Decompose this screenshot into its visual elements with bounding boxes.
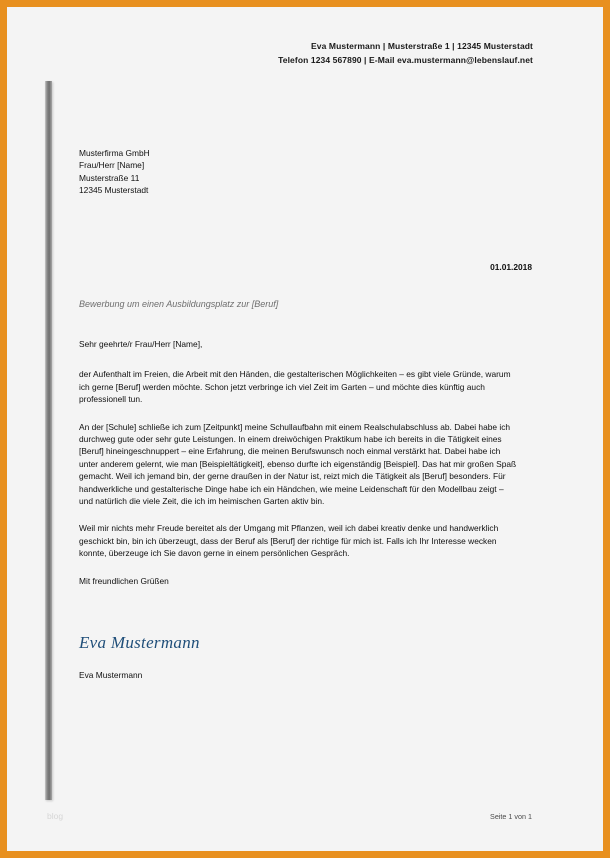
closing-phrase: Mit freundlichen Grüßen [79,575,169,586]
recipient-contact: Frau/Herr [Name] [79,160,145,171]
printed-signature-name: Eva Mustermann [79,670,143,680]
recipient-company: Musterfirma GmbH [79,148,150,158]
recipient-city: 12345 Musterstadt [79,185,149,196]
body-paragraph-3: Weil mir nichts mehr Freude bereitet als der Umgang mit Pflanzen, weil ich dabei kreativ denke und handwerklich geschickt bin, bin ich überzeugt, dass der Beruf als [Beruf] der richtige für mich ist. Falls ich Ihr Interesse wecken konnte, überzeuge ich Sie davon gerne in einem persönlichen Gespräch. [79,523,499,559]
sender-header [7,40,533,67]
left-accent-bar [45,81,52,800]
sender-address-line: Eva Mustermann | Musterstraße 1 | 12345 Musterstadt [311,41,533,51]
sender-contact-line: Telefon 1234 567890 | E-Mail eva.mustermann@lebenslauf.net [278,54,533,65]
salutation: Sehr geehrte/r Frau/Herr [Name], [79,339,203,349]
body-paragraph-1: der Aufenthalt im Freien, die Arbeit mit den Händen, die gestalterischen Möglichkeiten – es gibt viele Gründe, warum ich gerne [Beruf] werden möchte. Schon jetzt verbringe ich viel Zeit im Garten – und möchte dies künftig auch professionell tun. [79,369,511,405]
page-number: Seite 1 von 1 [490,812,532,821]
letter-date: 01.01.2018 [490,262,532,272]
letter-subject: Bewerbung um einen Ausbildungsplatz zur [Beruf] [79,299,279,309]
handwritten-signature: Eva Mustermann [79,633,200,652]
recipient-street: Musterstraße 11 [79,172,140,183]
footer-watermark: blog [47,811,64,821]
recipient-address [79,147,150,197]
letter-body [79,338,519,587]
body-paragraph-2: An der [Schule] schließe ich zum [Zeitpunkt] meine Schullaufbahn mit einem Realschulabschluss ab. Dabei habe ich durchweg gute oder sehr gute Leistungen. In einem dreiwöchigen Praktikum habe ich bereits in die Tätigkeit eines [Beruf] hineingeschnuppert – eine Erfahrung, die meinen Berufswunsch noch einmal verstärkt hat. Dabei habe ich unter anderem gelernt, wie man [Beispieltätigkeit], ebenso durfte ich eigenständig [Beispiel]. Das hat mir großen Spaß gemacht. Weil ich jemand bin, der gerne draußen in der Natur ist, reizt mich die Tätigkeit als [Beruf] besonders. Für handwerkliche und gestalterische Dinge habe ich ein Händchen, wie meine Leidenschaft für den Modellbau zeigt – und natürlich die viele Zeit, die ich im heimischen Garten aktiv bin. [79,421,517,507]
